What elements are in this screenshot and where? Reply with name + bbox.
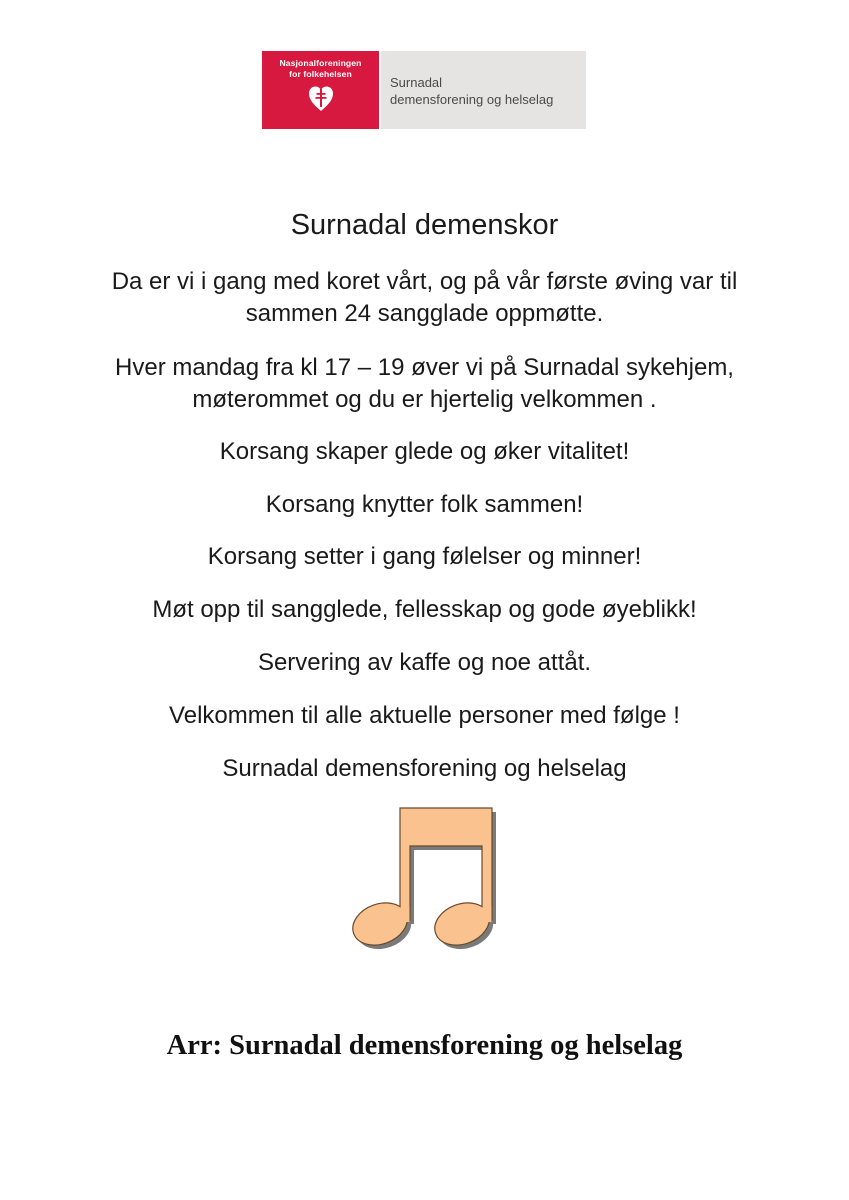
schedule-line2: møterommet og du er hjertelig velkommen .	[192, 386, 657, 413]
intro-line2: sammen 24 sangglade oppmøtte.	[245, 300, 604, 327]
logo-org-name	[262, 58, 379, 80]
logo-brand-panel	[262, 51, 379, 129]
intro-line1: Da er vi i gang med koret vårt, og på vår første øving var til	[111, 268, 738, 295]
organizer-footer: Arr: Surnadal demensforening og helselag	[166, 1030, 683, 1061]
text-line: Servering av kaffe og noe attåt.	[257, 649, 592, 676]
signature-line: Surnadal demensforening og helselag	[222, 755, 627, 782]
text-line: Korsang skaper glede og øker vitalitet!	[219, 438, 630, 465]
page-title: Surnadal demenskor	[290, 209, 559, 241]
schedule-paragraph	[20, 352, 829, 416]
text-line: Møt opp til sangglede, fellesskap og gode øyeblikk!	[152, 596, 697, 623]
text-line: Velkommen til alle aktuelle personer med følge !	[169, 702, 680, 729]
intro-paragraph	[20, 266, 829, 330]
music-note-icon	[352, 806, 498, 950]
logo	[262, 51, 586, 129]
text-line: Korsang knytter folk sammen!	[265, 491, 584, 518]
logo-local-name	[390, 74, 553, 108]
schedule-line1: Hver mandag fra kl 17 – 19 øver vi på Surnadal sykehjem,	[115, 354, 734, 381]
logo-org-line2: for folkehelsen	[289, 69, 352, 79]
heart-cross-icon	[309, 84, 333, 112]
logo-local-line2: demensforening og helselag	[390, 92, 554, 107]
logo-org-line1: Nasjonalforeningen	[279, 58, 362, 68]
text-line: Korsang setter i gang følelser og minner!	[207, 543, 642, 570]
logo-local-panel	[379, 51, 586, 129]
logo-local-line1: Surnadal	[390, 75, 443, 90]
